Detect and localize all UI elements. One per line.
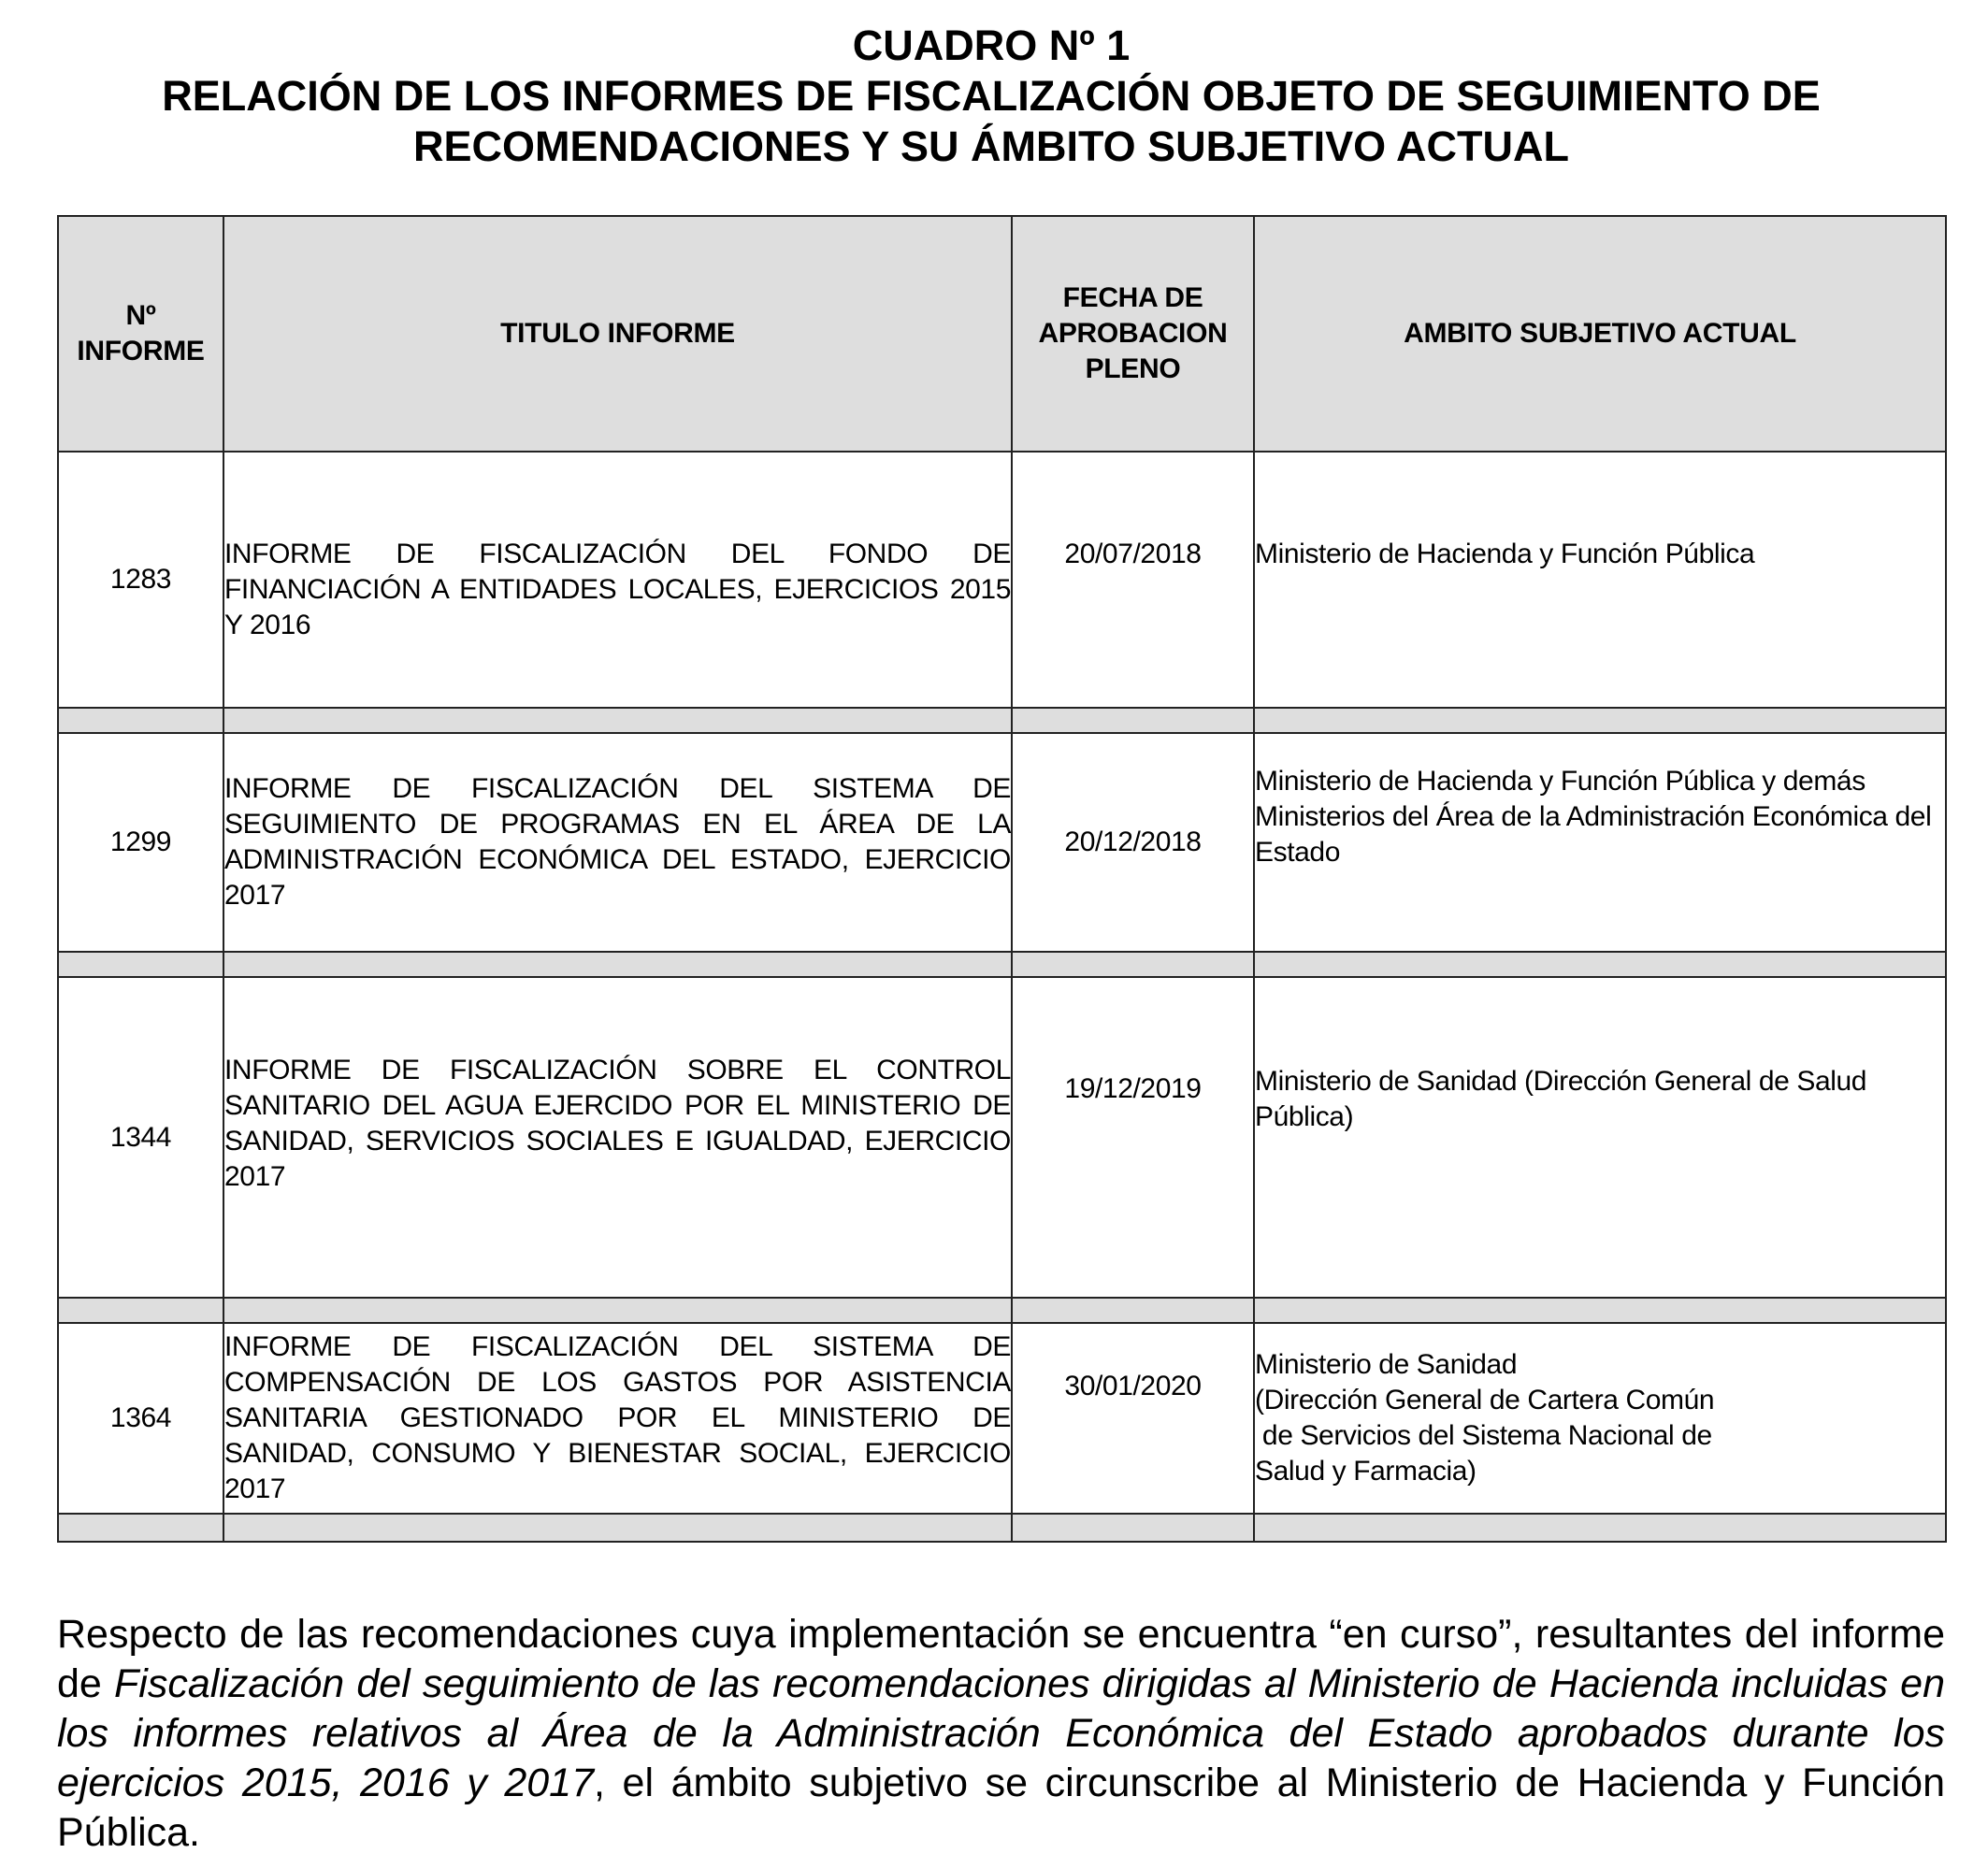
cell-fecha: 20/12/2018 — [1012, 733, 1254, 952]
cell-num: 1344 — [58, 977, 223, 1298]
table-row — [58, 452, 1946, 708]
row-separator — [58, 1514, 1946, 1542]
row-separator — [58, 708, 1946, 733]
cell-ambito: Ministerio de Hacienda y Función Pública y demás Ministerios del Área de la Administración Económica del Estado — [1254, 733, 1946, 952]
cell-fecha: 30/01/2020 — [1012, 1323, 1254, 1514]
cell-ambito: Ministerio de Sanidad (Dirección General de Cartera Común de Servicios del Sistema Nacional de Salud y Farmacia) — [1254, 1323, 1946, 1514]
header-titulo-informe: TITULO INFORME — [223, 216, 1012, 452]
table-row — [58, 1323, 1946, 1514]
table-caption — [56, 21, 1926, 172]
cell-ambito: Ministerio de Hacienda y Función Pública — [1254, 452, 1946, 708]
caption-title-line-2: RECOMENDACIONES Y SU ÁMBITO SUBJETIVO ACTUAL — [413, 122, 1569, 170]
cell-num: 1283 — [58, 452, 223, 708]
cell-titulo: INFORME DE FISCALIZACIÓN SOBRE EL CONTROL SANITARIO DEL AGUA EJERCIDO POR EL MINISTERIO DE SANIDAD, SERVICIOS SOCIALES E IGUALDAD, EJERCICIO 2017 — [223, 977, 1012, 1298]
cell-num: 1299 — [58, 733, 223, 952]
paragraph-text-start: Respecto de las recomendaciones cuya implementación se encuentra “en curso”, resultantes del informe de — [57, 1612, 1945, 1706]
cell-titulo: INFORME DE FISCALIZACIÓN DEL FONDO DE FINANCIACIÓN A ENTIDADES LOCALES, EJERCICIOS 2015 Y 2016 — [223, 452, 1012, 708]
cell-titulo: INFORME DE FISCALIZACIÓN DEL SISTEMA DE COMPENSACIÓN DE LOS GASTOS POR ASISTENCIA SANITARIA GESTIONADO POR EL MINISTERIO DE SANIDAD, CONSUMO Y BIENESTAR SOCIAL, EJERCICIO 2017 — [223, 1323, 1012, 1514]
header-ambito-subjetivo: AMBITO SUBJETIVO ACTUAL — [1254, 216, 1946, 452]
reports-table — [57, 215, 1947, 1543]
cell-num: 1364 — [58, 1323, 223, 1514]
table-header-row — [58, 216, 1946, 452]
table-row — [58, 977, 1946, 1298]
header-num-informe: Nº INFORME — [58, 216, 223, 452]
row-separator — [58, 952, 1946, 977]
header-fecha-aprobacion: FECHA DE APROBACION PLENO — [1012, 216, 1254, 452]
caption-title-line-1: RELACIÓN DE LOS INFORMES DE FISCALIZACIÓN OBJETO DE SEGUIMIENTO DE — [162, 72, 1821, 120]
cell-fecha: 19/12/2019 — [1012, 977, 1254, 1298]
body-paragraph — [57, 1610, 1945, 1858]
caption-number: CUADRO Nº 1 — [852, 22, 1131, 69]
paragraph-text-end: , el ámbito subjetivo se circunscribe al Ministerio de Hacienda y Función Pública. — [57, 1760, 1945, 1855]
table-row — [58, 733, 1946, 952]
cell-fecha: 20/07/2018 — [1012, 452, 1254, 708]
cell-titulo: INFORME DE FISCALIZACIÓN DEL SISTEMA DE SEGUIMIENTO DE PROGRAMAS EN EL ÁREA DE LA ADMINISTRACIÓN ECONÓMICA DEL ESTADO, EJERCICIO 2017 — [223, 733, 1012, 952]
cell-ambito: Ministerio de Sanidad (Dirección General de Salud Pública) — [1254, 977, 1946, 1298]
paragraph-report-title: Fiscalización del seguimiento de las recomendaciones dirigidas al Ministerio de Hacienda incluidas en los informes relativos al Área de la Administración Económica del Estado aprobados durante los ejercicios 2015, 2016 y 2017 — [57, 1661, 1945, 1805]
row-separator — [58, 1298, 1946, 1323]
